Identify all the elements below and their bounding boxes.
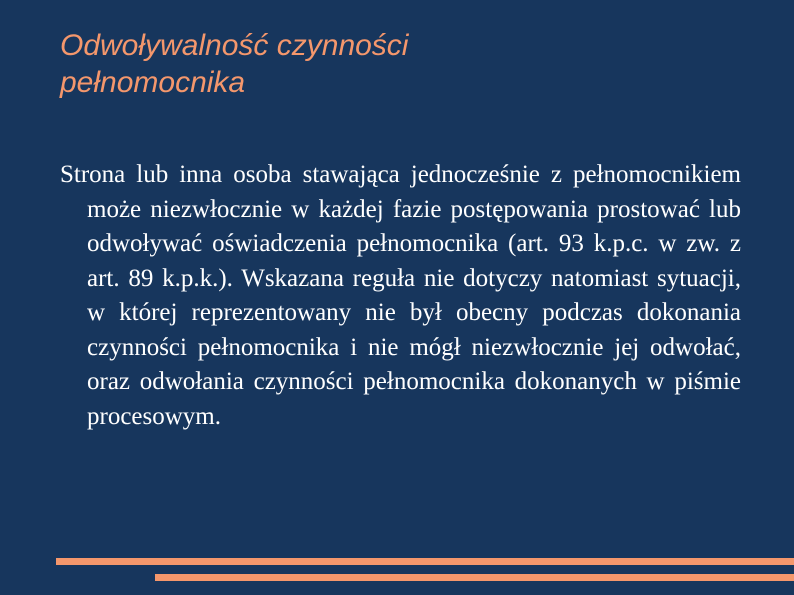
slide-title	[60, 27, 760, 101]
title-line-2: pełnomocnika	[60, 66, 246, 99]
accent-rule-top	[56, 558, 794, 565]
title-line-1: Odwoływalność czynności	[60, 29, 409, 62]
slide-body-text: Strona lub inna osoba stawająca jednocześnie z pełnomocnikiem może niezwłocznie w każdej fazie postępowania prostować lub odwoływać oświadczenia pełnomocnika (art. 93 k.p.c. w zw. z art. 89 k.p.k.). Wskazana reguła nie dotyczy natomiast sytuacji, w której reprezentowany nie był obecny podczas dokonania czynności pełnomocnika i nie mógł niezwłocznie jej odwołać, oraz odwołania czynności pełnomocnika dokonanych w piśmie procesowym.	[60, 161, 741, 430]
accent-rule-bottom	[155, 574, 794, 581]
